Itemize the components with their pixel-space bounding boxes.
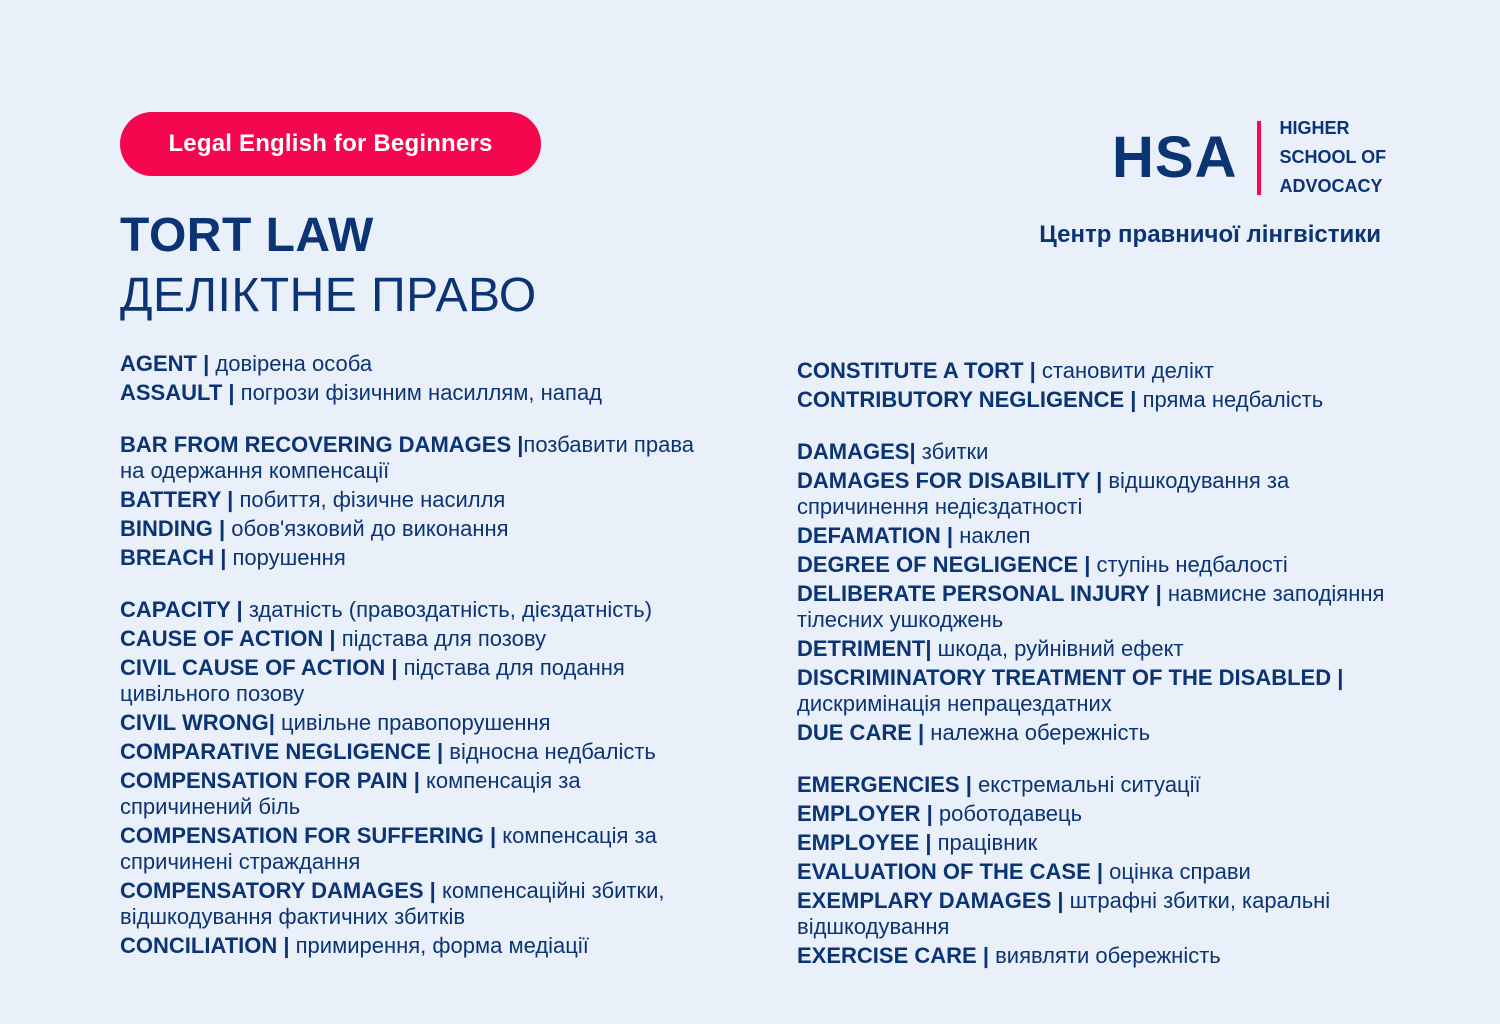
- glossary-separator: |: [323, 626, 342, 651]
- glossary-entry: [797, 636, 1397, 662]
- glossary-translation: працівник: [937, 830, 1038, 855]
- glossary-entry: [797, 772, 1397, 798]
- glossary-term: DUE CARE: [797, 720, 912, 745]
- glossary-translation: штрафні збитки, каральні відшкодування: [797, 888, 1331, 939]
- glossary-separator: |: [1051, 888, 1070, 913]
- glossary-entry: [797, 943, 1397, 969]
- glossary-entry: [797, 552, 1397, 578]
- glossary-entry: [120, 351, 700, 377]
- glossary-separator: |: [483, 823, 503, 848]
- glossary-separator: |: [976, 943, 996, 968]
- glossary-translation: довірена особа: [215, 351, 373, 376]
- glossary-translation: цивільне правопорушення: [281, 710, 551, 735]
- glossary-translation: збитки: [921, 439, 989, 464]
- glossary-entry: [120, 823, 700, 875]
- glossary-entry: [797, 439, 1397, 465]
- glossary-entry: [120, 933, 700, 959]
- glossary-separator: |: [385, 655, 404, 680]
- logo-word: HIGHER: [1279, 118, 1350, 138]
- glossary-separator: |: [1090, 859, 1110, 884]
- glossary-term: BINDING: [120, 516, 213, 541]
- glossary-entry: [797, 720, 1397, 746]
- glossary-entry: [797, 468, 1397, 520]
- glossary-translation: примирення, форма медіації: [295, 933, 589, 958]
- glossary-term: CAUSE OF ACTION: [120, 626, 324, 651]
- glossary-translation: компенсаційні збитки, відшкодування фактичних збитків: [120, 878, 665, 929]
- glossary-translation: належна обережність: [930, 720, 1151, 745]
- logo-mark: HSA: [1112, 124, 1238, 190]
- logo-wordmark: [1279, 114, 1386, 201]
- glossary-group: [120, 597, 700, 959]
- glossary-entry: [797, 859, 1397, 885]
- glossary-entry: [120, 626, 700, 652]
- glossary-separator: |: [268, 710, 281, 735]
- glossary-separator: |: [1149, 581, 1168, 606]
- glossary-term: BREACH: [120, 545, 215, 570]
- page-title-english: TORT LAW: [120, 209, 374, 262]
- glossary-entry: [120, 432, 700, 484]
- glossary-entry: [120, 597, 700, 623]
- glossary-term: CONCILIATION: [120, 933, 278, 958]
- glossary-term: BAR FROM RECOVERING DAMAGES: [120, 432, 512, 457]
- glossary-term: DAMAGES FOR DISABILITY: [797, 468, 1090, 493]
- glossary-term: CAPACITY: [120, 597, 231, 622]
- glossary-entry: [797, 665, 1397, 717]
- glossary-term: AGENT: [120, 351, 197, 376]
- glossary-term: DEGREE OF NEGLIGENCE: [797, 552, 1079, 577]
- glossary-separator: |: [222, 380, 241, 405]
- glossary-separator: |: [197, 351, 216, 376]
- glossary-separator: |: [430, 739, 450, 764]
- glossary-translation: відносна недбалість: [449, 739, 656, 764]
- glossary-translation: навмисне заподіяння тілесних ушкоджень: [797, 581, 1385, 632]
- glossary-term: COMPENSATION FOR PAIN: [120, 768, 408, 793]
- glossary-entry: [120, 380, 700, 406]
- glossary-translation: дискримінація непрацездатних: [797, 691, 1112, 716]
- glossary-group: [120, 432, 700, 571]
- glossary-term: CONSTITUTE A TORT: [797, 358, 1024, 383]
- logo-word: SCHOOL OF: [1279, 147, 1387, 167]
- glossary-translation: становити делікт: [1041, 358, 1214, 383]
- glossary-term: COMPENSATORY DAMAGES: [120, 878, 424, 903]
- glossary-right-column: [797, 358, 1397, 995]
- glossary-separator: |: [221, 487, 240, 512]
- glossary-term: CONTRIBUTORY NEGLIGENCE: [797, 387, 1125, 412]
- glossary-separator: |: [920, 801, 939, 826]
- glossary-separator: |: [1124, 387, 1143, 412]
- glossary-separator: |: [230, 597, 249, 622]
- page-title-ukrainian: ДЕЛІКТНЕ ПРАВО: [120, 269, 537, 322]
- glossary-term: EMERGENCIES: [797, 772, 960, 797]
- glossary-separator: |: [909, 439, 922, 464]
- glossary-entry: [797, 387, 1397, 413]
- glossary-translation: пряма недбалість: [1142, 387, 1324, 412]
- glossary-separator: |: [925, 636, 938, 661]
- glossary-group: [797, 439, 1397, 746]
- glossary-separator: |: [959, 772, 978, 797]
- glossary-separator: |: [1089, 468, 1109, 493]
- course-badge: [120, 112, 541, 176]
- logo-divider: [1257, 121, 1261, 195]
- glossary-translation: наклеп: [959, 523, 1031, 548]
- glossary-entry: [797, 801, 1397, 827]
- glossary-group: [797, 772, 1397, 969]
- glossary-separator: |: [407, 768, 427, 793]
- glossary-term: EMPLOYER: [797, 801, 921, 826]
- glossary-separator: |: [277, 933, 296, 958]
- glossary-term: DAMAGES: [797, 439, 910, 464]
- hsa-logo: [1112, 114, 1386, 201]
- glossary-entry: [120, 516, 700, 542]
- glossary-term: DELIBERATE PERSONAL INJURY: [797, 581, 1150, 606]
- glossary-translation: підстава для позову: [341, 626, 547, 651]
- glossary-separator: |: [940, 523, 960, 548]
- glossary-entry: [120, 710, 700, 736]
- logo-word: ADVOCACY: [1279, 176, 1383, 196]
- glossary-separator: |: [212, 516, 232, 541]
- glossary-entry: [797, 888, 1397, 940]
- glossary-translation: здатність (правоздатність, дієздатність): [248, 597, 653, 622]
- glossary-translation: підстава для подання цивільного позову: [120, 655, 625, 706]
- glossary-separator: |: [1078, 552, 1097, 577]
- glossary-translation: відшкодування за спричинення недієздатності: [797, 468, 1290, 519]
- glossary-entry: [120, 878, 700, 930]
- glossary-separator: |: [423, 878, 442, 903]
- glossary-translation: позбавити права на одержання компенсації: [120, 432, 694, 483]
- glossary-entry: [797, 830, 1397, 856]
- glossary-translation: шкода, руйнівний ефект: [937, 636, 1184, 661]
- glossary-translation: побиття, фізичне насилля: [239, 487, 506, 512]
- glossary-entry: [797, 358, 1397, 384]
- glossary-separator: |: [919, 830, 938, 855]
- glossary-term: EVALUATION OF THE CASE: [797, 859, 1091, 884]
- glossary-term: COMPARATIVE NEGLIGENCE: [120, 739, 431, 764]
- glossary-entry: [797, 581, 1397, 633]
- glossary-term: CIVIL WRONG: [120, 710, 269, 735]
- glossary-term: DETRIMENT: [797, 636, 926, 661]
- glossary-translation: оцінка справи: [1109, 859, 1251, 884]
- glossary-translation: ступінь недбалості: [1096, 552, 1288, 577]
- glossary-entry: [120, 655, 700, 707]
- glossary-term: CIVIL CAUSE OF ACTION: [120, 655, 386, 680]
- glossary-translation: виявляти обережність: [995, 943, 1221, 968]
- center-name: Центр правничої лінгвістики: [1039, 221, 1381, 248]
- glossary-separator: |: [214, 545, 233, 570]
- glossary-separator: |: [1331, 665, 1344, 690]
- glossary-translation: компенсація за спричинені страждання: [120, 823, 657, 874]
- glossary-term: COMPENSATION FOR SUFFERING: [120, 823, 484, 848]
- glossary-term: DEFAMATION: [797, 523, 941, 548]
- glossary-separator: |: [911, 720, 931, 745]
- glossary-term: EXERCISE CARE: [797, 943, 977, 968]
- glossary-translation: погрози фізичним насиллям, напад: [240, 380, 603, 405]
- glossary-separator: |: [1023, 358, 1042, 383]
- glossary-entry: [120, 487, 700, 513]
- glossary-separator: |: [511, 432, 524, 457]
- glossary-term: BATTERY: [120, 487, 222, 512]
- glossary-group: [120, 351, 700, 406]
- glossary-translation: компенсація за спричинений біль: [120, 768, 581, 819]
- glossary-translation: роботодавець: [938, 801, 1083, 826]
- glossary-entry: [120, 768, 700, 820]
- glossary-entry: [120, 739, 700, 765]
- glossary-entry: [120, 545, 700, 571]
- glossary-term: DISCRIMINATORY TREATMENT OF THE DISABLED: [797, 665, 1332, 690]
- glossary-translation: обов'язковий до виконання: [231, 516, 509, 541]
- glossary-term: EMPLOYEE: [797, 830, 920, 855]
- glossary-left-column: [120, 351, 700, 985]
- glossary-term: ASSAULT: [120, 380, 223, 405]
- glossary-entry: [797, 523, 1397, 549]
- glossary-term: EXEMPLARY DAMAGES: [797, 888, 1052, 913]
- glossary-translation: порушення: [232, 545, 346, 570]
- glossary-group: [797, 358, 1397, 413]
- course-badge-label: Legal English for Beginners: [168, 130, 493, 157]
- glossary-translation: екстремальні ситуації: [977, 772, 1201, 797]
